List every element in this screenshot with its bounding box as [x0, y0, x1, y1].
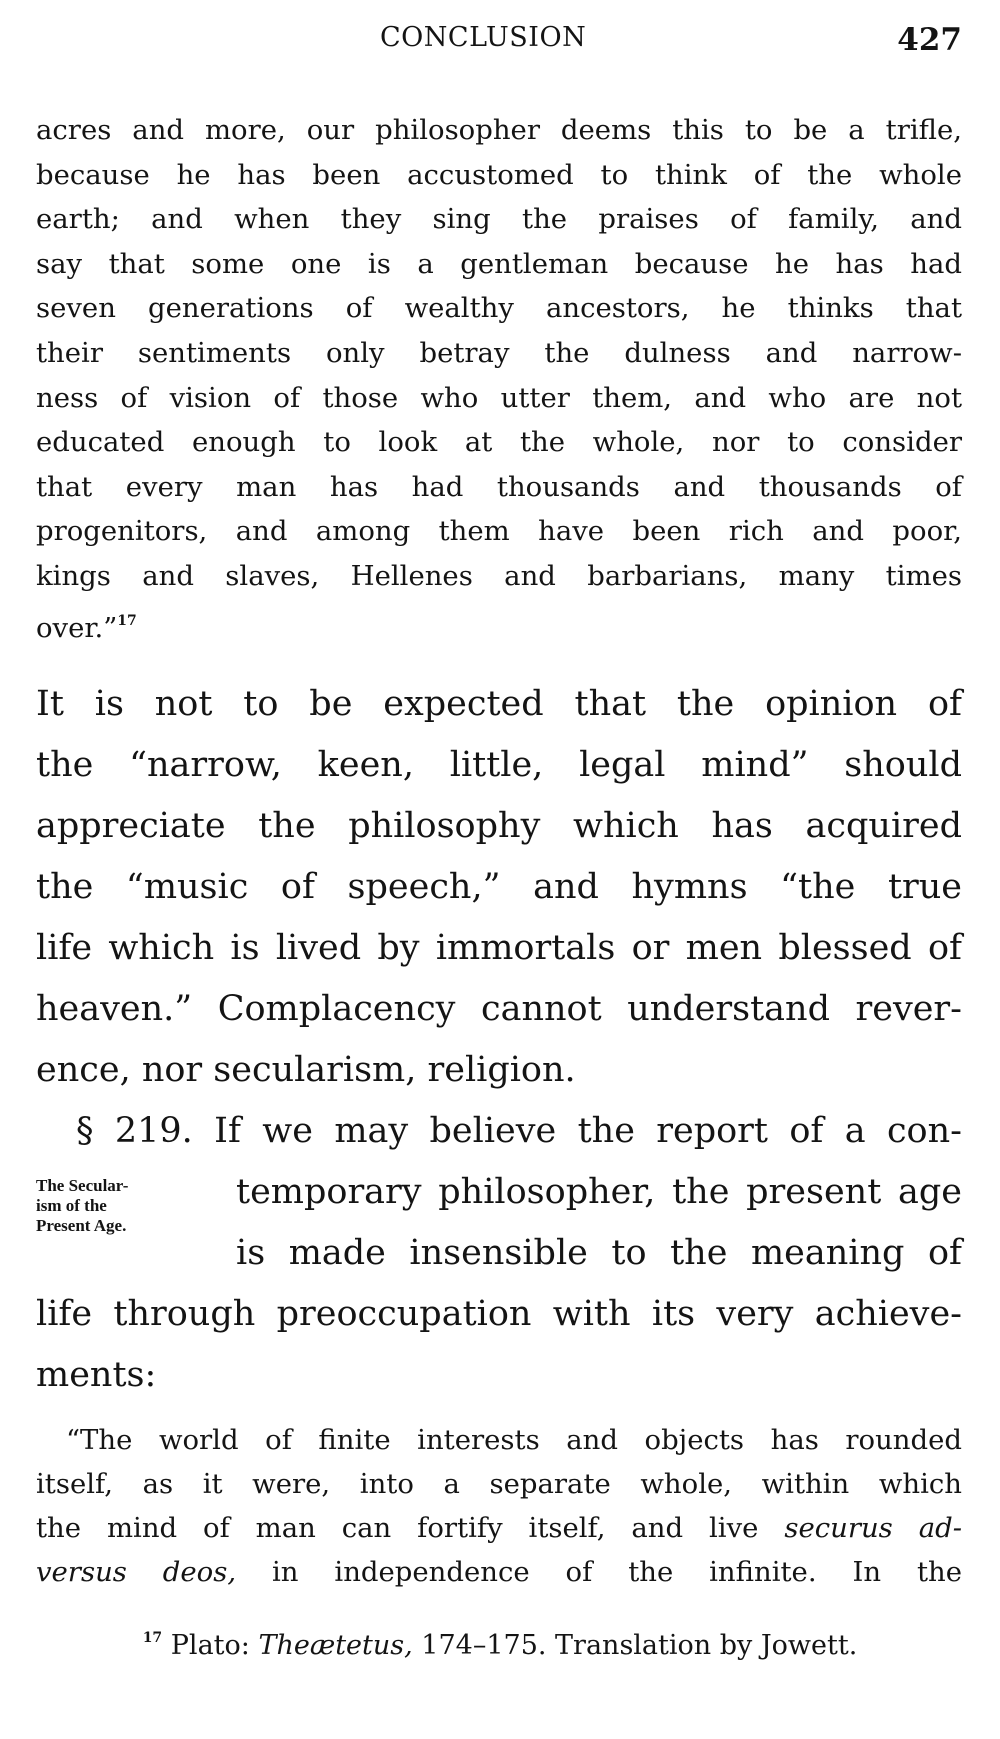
footnote-author: Plato: [170, 1630, 259, 1661]
quote-line: ness of vision of those who utter them, and who are not [36, 381, 962, 414]
paragraph-line: life which is lived by immortals or men blessed of [36, 928, 962, 968]
quote-line: progenitors, and among them have been rich and poor, [36, 515, 962, 548]
paragraph-line: It is not to be expected that the opinion of [36, 684, 962, 724]
quote-line: say that some one is a gentleman because he has had [36, 247, 962, 280]
page-number: 427 [897, 22, 962, 58]
block-quote-line [36, 1506, 962, 1550]
quote-end-text: over.” [36, 611, 118, 644]
section-line: is made insensible to the meaning of [236, 1233, 962, 1273]
margin-sidenote [36, 1176, 226, 1236]
quote-line: kings and slaves, Hellenes and barbarians, many times [36, 559, 962, 592]
quote-continuation [36, 108, 962, 650]
footnote [0, 1630, 1000, 1661]
quote-line: acres and more, our philosopher deems this to be a trifle, [36, 114, 962, 146]
footnote-reference[interactable]: 17 [117, 612, 137, 629]
paragraph-line: appreciate the philosophy which has acquired [36, 806, 962, 846]
paragraph-line: the “music of speech,” and hymns “the true [36, 867, 962, 907]
block-quote-line: itself, as it were, into a separate whole, within which [36, 1468, 962, 1500]
running-head: CONCLUSION [380, 22, 587, 53]
sidenote-line: ism of the [36, 1196, 107, 1215]
block-quote-text: the mind of man can fortify itself, and live [36, 1512, 785, 1544]
quote-line: that every man has had thousands and thousands of [36, 470, 962, 503]
quote-line: earth; and when they sing the praises of family, and [36, 203, 962, 236]
quote-line: because he has been accustomed to think of the whole [36, 158, 962, 191]
quote-line: educated enough to look at the whole, nor to consider [36, 426, 962, 459]
quote-last-line [36, 599, 962, 651]
footnote-text: 174–175. Translation by Jowett. [412, 1630, 858, 1661]
quote-line: their sentiments only betray the dulness and narrow- [36, 336, 962, 369]
section-line: life through preoccupation with its very achieve- [36, 1294, 962, 1334]
sidenote-line: The Secular- [36, 1176, 129, 1195]
paragraph-line: heaven.” Complacency cannot understand rever- [36, 989, 962, 1029]
section-line: temporary philosopher, the present age [236, 1172, 962, 1212]
latin-phrase: securus ad- [784, 1512, 962, 1544]
block-quote-line [36, 1550, 962, 1594]
page-header [0, 22, 1000, 62]
footnote-number: 17 [142, 1630, 163, 1646]
paragraph-line: ence, nor secularism, religion. [36, 1050, 576, 1090]
block-quote [36, 1418, 962, 1594]
sidenote-line: Present Age. [36, 1216, 127, 1235]
paragraph-line: the “narrow, keen, little, legal mind” should [36, 745, 962, 785]
footnote-title: Theætetus, [258, 1630, 413, 1661]
section-line: ments: [36, 1355, 157, 1395]
quote-line: seven generations of wealthy ancestors, he thinks that [36, 292, 962, 325]
section-219-paragraph [36, 1101, 962, 1406]
block-quote-line: “The world of finite interests and objects has rounded [66, 1424, 962, 1456]
latin-phrase: versus deos, [36, 1556, 237, 1588]
section-line: § 219. If we may believe the report of a con- [76, 1111, 962, 1151]
block-quote-text: in independence of the infinite. In the [236, 1556, 962, 1588]
main-paragraph [36, 674, 962, 1101]
